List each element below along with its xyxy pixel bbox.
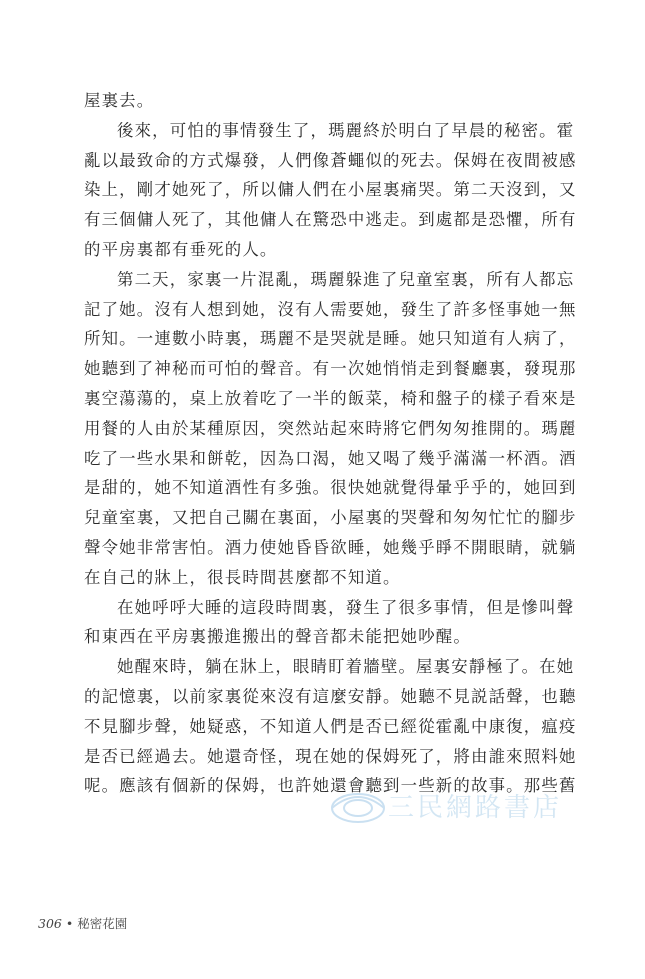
footer-separator: • xyxy=(65,916,74,931)
text-line: 是否已經過去。她還奇怪，現在她的保姆死了，將由誰來照料她 xyxy=(84,746,577,766)
page-footer xyxy=(38,914,127,932)
text-line: 在自己的牀上，很長時間甚麼都不知道。 xyxy=(84,567,401,587)
paragraph-1 xyxy=(84,86,560,116)
page-number: 306 xyxy=(38,916,62,931)
text-line: 屋裏去。 xyxy=(84,91,155,110)
text-line: 的平房裏都有垂死的人。 xyxy=(84,239,278,259)
text-line: 是甜的，她不知道酒性有多強。很快她就覺得暈乎乎的，她回到 xyxy=(84,478,577,498)
text-line: 用餐的人由於某種原因，突然站起來時將它們匆匆推開的。瑪麗 xyxy=(84,418,577,438)
paragraph-3 xyxy=(84,265,577,593)
text-line: 染上，剛才她死了，所以傭人們在小屋裏痛哭。第二天沒到，又 xyxy=(84,180,577,200)
text-line: 和東西在平房裏搬進搬出的聲音都未能把她吵醒。 xyxy=(84,627,471,647)
text-line: 記了她。沒有人想到她，沒有人需要她，發生了許多怪事她一無 xyxy=(84,299,577,319)
text-line: 第二天，家裏一片混亂，瑪麗躲進了兒童室裏，所有人都忘 xyxy=(117,269,575,289)
text-line: 的記憶裏，以前家裏從來沒有這麼安靜。她聽不見説話聲，也聽 xyxy=(84,686,577,706)
book-title: 秘密花園 xyxy=(77,916,128,931)
text-line: 她聽到了神秘而可怕的聲音。有一次她悄悄走到餐廳裏，發現那 xyxy=(84,359,577,379)
text-line: 呢。應該有個新的保姆，也許她還會聽到一些新的故事。那些舊 xyxy=(84,776,577,796)
body-text xyxy=(84,86,577,801)
paragraph-2 xyxy=(84,116,577,265)
text-line: 後來，可怕的事情發生了，瑪麗終於明白了早晨的秘密。霍 xyxy=(117,120,575,140)
text-line: 所知。一連數小時裏，瑪麗不是哭就是睡。她只知道有人病了， xyxy=(84,329,577,349)
paragraph-5 xyxy=(84,652,577,801)
text-line: 她醒來時，躺在牀上，眼睛盯着牆壁。屋裏安靜極了。在她 xyxy=(117,657,575,677)
text-line: 兒童室裏，又把自己關在裏面，小屋裏的哭聲和匆匆忙忙的腳步 xyxy=(84,508,577,528)
text-line: 不見腳步聲，她疑惑，不知道人們是否已經從霍亂中康復，瘟疫 xyxy=(84,716,577,736)
paragraph-4 xyxy=(84,593,575,653)
text-line: 裏空蕩蕩的，桌上放着吃了一半的飯菜，椅和盤子的樣子看來是 xyxy=(84,388,577,408)
text-line: 亂以最致命的方式爆發，人們像蒼蠅似的死去。保姆在夜間被感 xyxy=(84,150,577,170)
text-line: 在她呼呼大睡的這段時間裏，發生了很多事情，但是慘叫聲 xyxy=(117,597,575,617)
text-line: 吃了一些水果和餅乾，因為口渴，她又喝了幾乎滿滿一杯酒。酒 xyxy=(84,448,577,468)
text-line: 有三個傭人死了，其他傭人在驚恐中逃走。到處都是恐懼，所有 xyxy=(84,210,577,230)
watermark-lettering: 三民網路書店 xyxy=(388,793,563,823)
text-line: 聲令她非常害怕。酒力使她昏昏欲睡，她幾乎睜不開眼睛，就躺 xyxy=(84,537,577,557)
